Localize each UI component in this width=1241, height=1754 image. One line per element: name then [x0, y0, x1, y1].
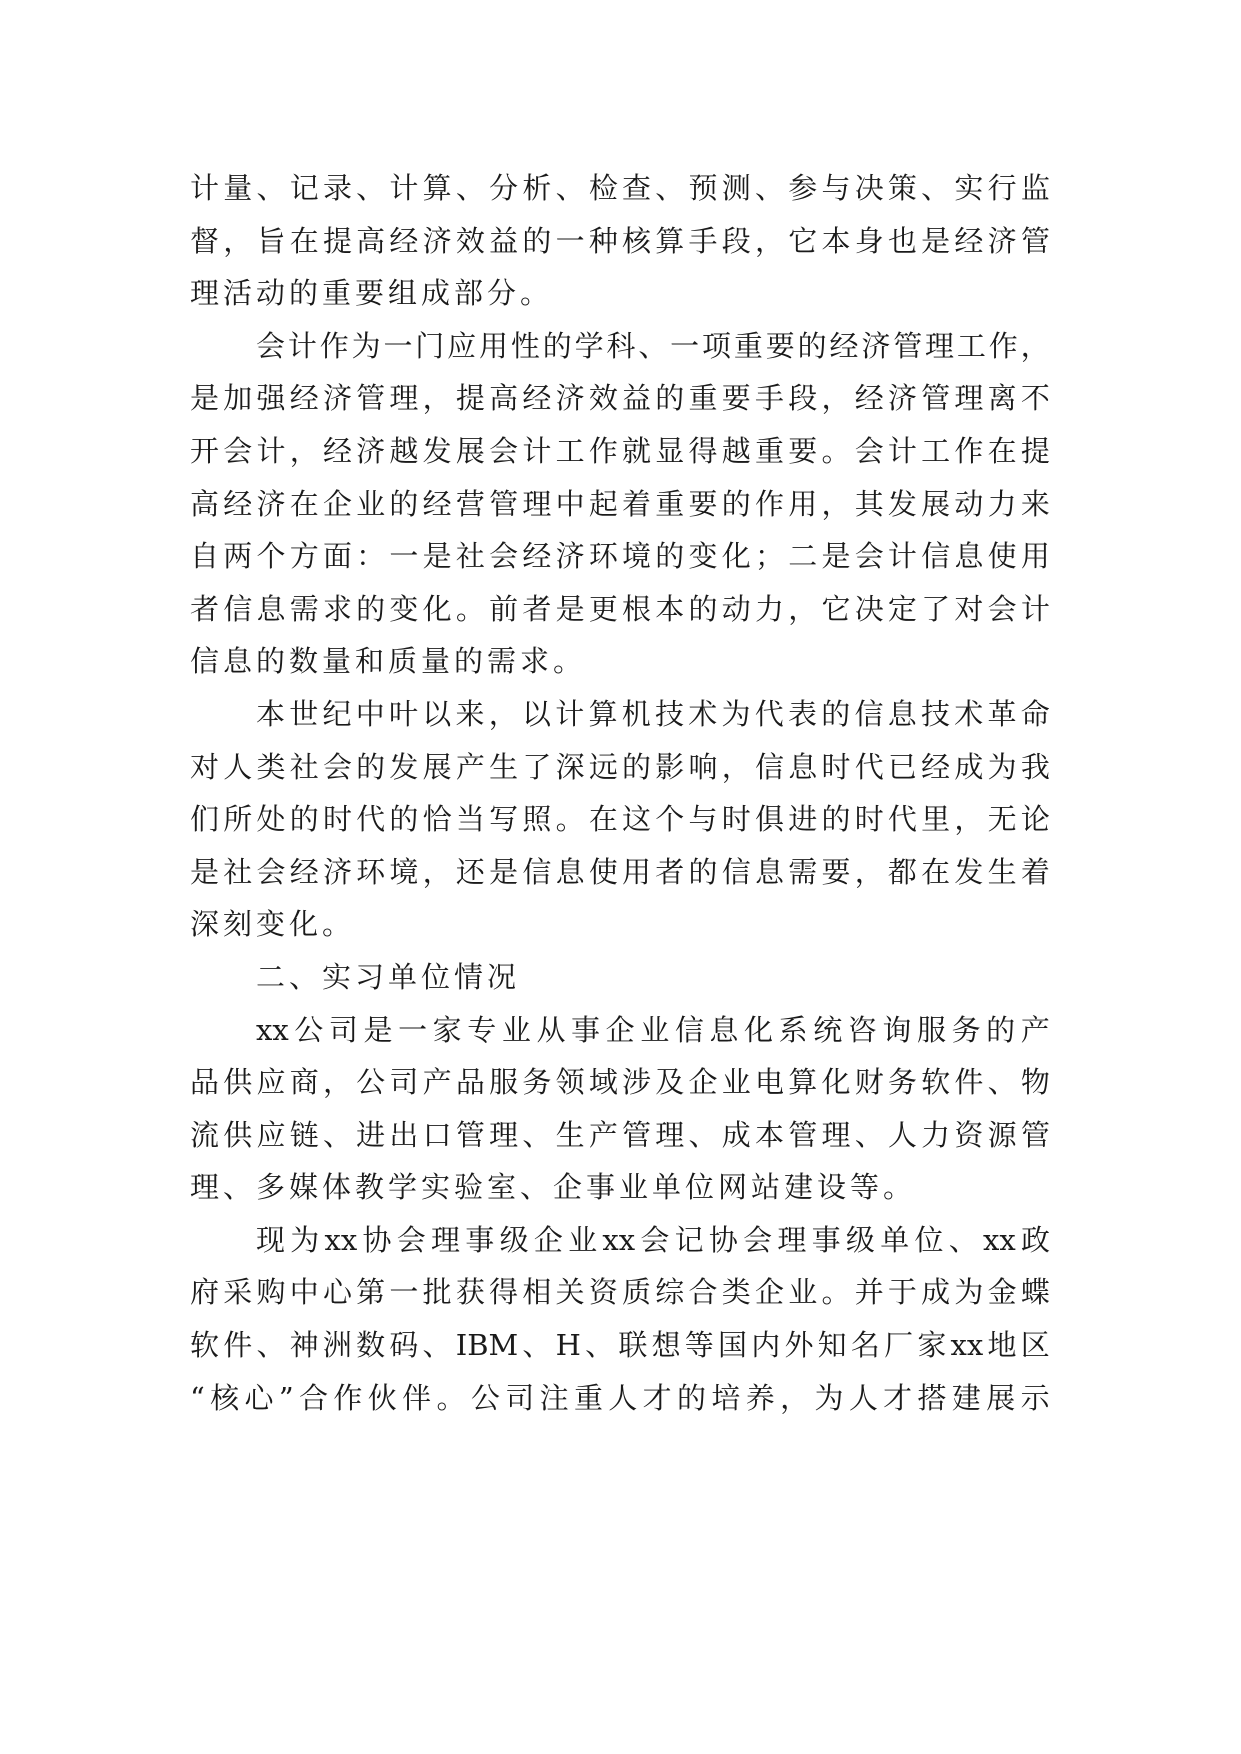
text-line: 开 会 计 ， 经 济 越 发 展 会 计 工 作 就 显 得 越 重 要 。 会 计 工 作 在 提	[190, 433, 1050, 468]
text-line: 深刻变化。	[190, 907, 356, 942]
text-line: 现 为 xx 协 会 理 事 级 企 业 xx 会 记 协 会 理 事 级 单 位 、 xx 政	[256, 1222, 1050, 1257]
text-line: 信息的数量和质量的需求。	[190, 644, 587, 679]
text-line: “ 核 心 ” 合 作 伙 伴 。 公 司 注 重 人 才 的 培 养 ， 为 人 才 搭 建 展 示	[190, 1380, 1050, 1415]
text-line: 计 量 、 记 录 、 计 算 、 分 析 、 检 查 、 预 测 、 参 与 决 策 、 实 行 监	[190, 171, 1050, 205]
text-line: 流 供 应 链 、 进 出 口 管 理 、 生 产 管 理 、 成 本 管 理 、 人 力 资 源 管	[190, 1117, 1050, 1152]
text-line: 理、多媒体教学实验室、企事业单位网站建设等。	[190, 1170, 917, 1205]
text-line: 是 加 强 经 济 管 理 ， 提 高 经 济 效 益 的 重 要 手 段 ， 经 济 管 理 离 不	[190, 381, 1050, 416]
text-line: 督 ， 旨 在 提 高 经 济 效 益 的 一 种 核 算 手 段 ， 它 本 身 也 是 经 济 管	[190, 223, 1050, 258]
text-line: 对 人 类 社 会 的 发 展 产 生 了 深 远 的 影 响 ， 信 息 时 代 已 经 成 为 我	[190, 749, 1050, 784]
text-line: 高 经 济 在 企 业 的 经 营 管 理 中 起 着 重 要 的 作 用 ， 其 发 展 动 力 来	[190, 486, 1050, 521]
text-line: 是 社 会 经 济 环 境 ， 还 是 信 息 使 用 者 的 信 息 需 要 ， 都 在 发 生 着	[190, 854, 1050, 889]
text-line: 本 世 纪 中 叶 以 来 ， 以 计 算 机 技 术 为 代 表 的 信 息 技 术 革 命	[256, 696, 1050, 731]
text-line: 二、实习单位情况	[256, 959, 521, 994]
text-line: xx 公 司 是 一 家 专 业 从 事 企 业 信 息 化 系 统 咨 询 服 务 的 产	[256, 1012, 1050, 1047]
text-line: 会 计 作 为 一 门 应 用 性 的 学 科 、 一 项 重 要 的 经 济 管 理 工 作 ，	[256, 328, 1050, 363]
text-line: 理活动的重要组成部分。	[190, 276, 554, 311]
text-line: 者 信 息 需 求 的 变 化 。 前 者 是 更 根 本 的 动 力 ， 它 决 定 了 对 会 计	[190, 591, 1050, 626]
text-line: 府 采 购 中 心 第 一 批 获 得 相 关 资 质 综 合 类 企 业 。 并 于 成 为 金 蝶	[190, 1275, 1050, 1310]
document-body	[190, 162, 1050, 1424]
text-line: 软 件 、 神 洲 数 码 、 IBM 、 H 、 联 想 等 国 内 外 知 名 厂 家 xx 地 区	[190, 1328, 1050, 1363]
text-line: 们 所 处 的 时 代 的 恰 当 写 照 。 在 这 个 与 时 俱 进 的 时 代 里 ， 无 论	[190, 802, 1050, 837]
text-line: 品 供 应 商 ， 公 司 产 品 服 务 领 域 涉 及 企 业 电 算 化 财 务 软 件 、 物	[190, 1065, 1050, 1100]
text-line: 自 两 个 方 面 ： 一 是 社 会 经 济 环 境 的 变 化 ； 二 是 会 计 信 息 使 用	[190, 539, 1050, 574]
